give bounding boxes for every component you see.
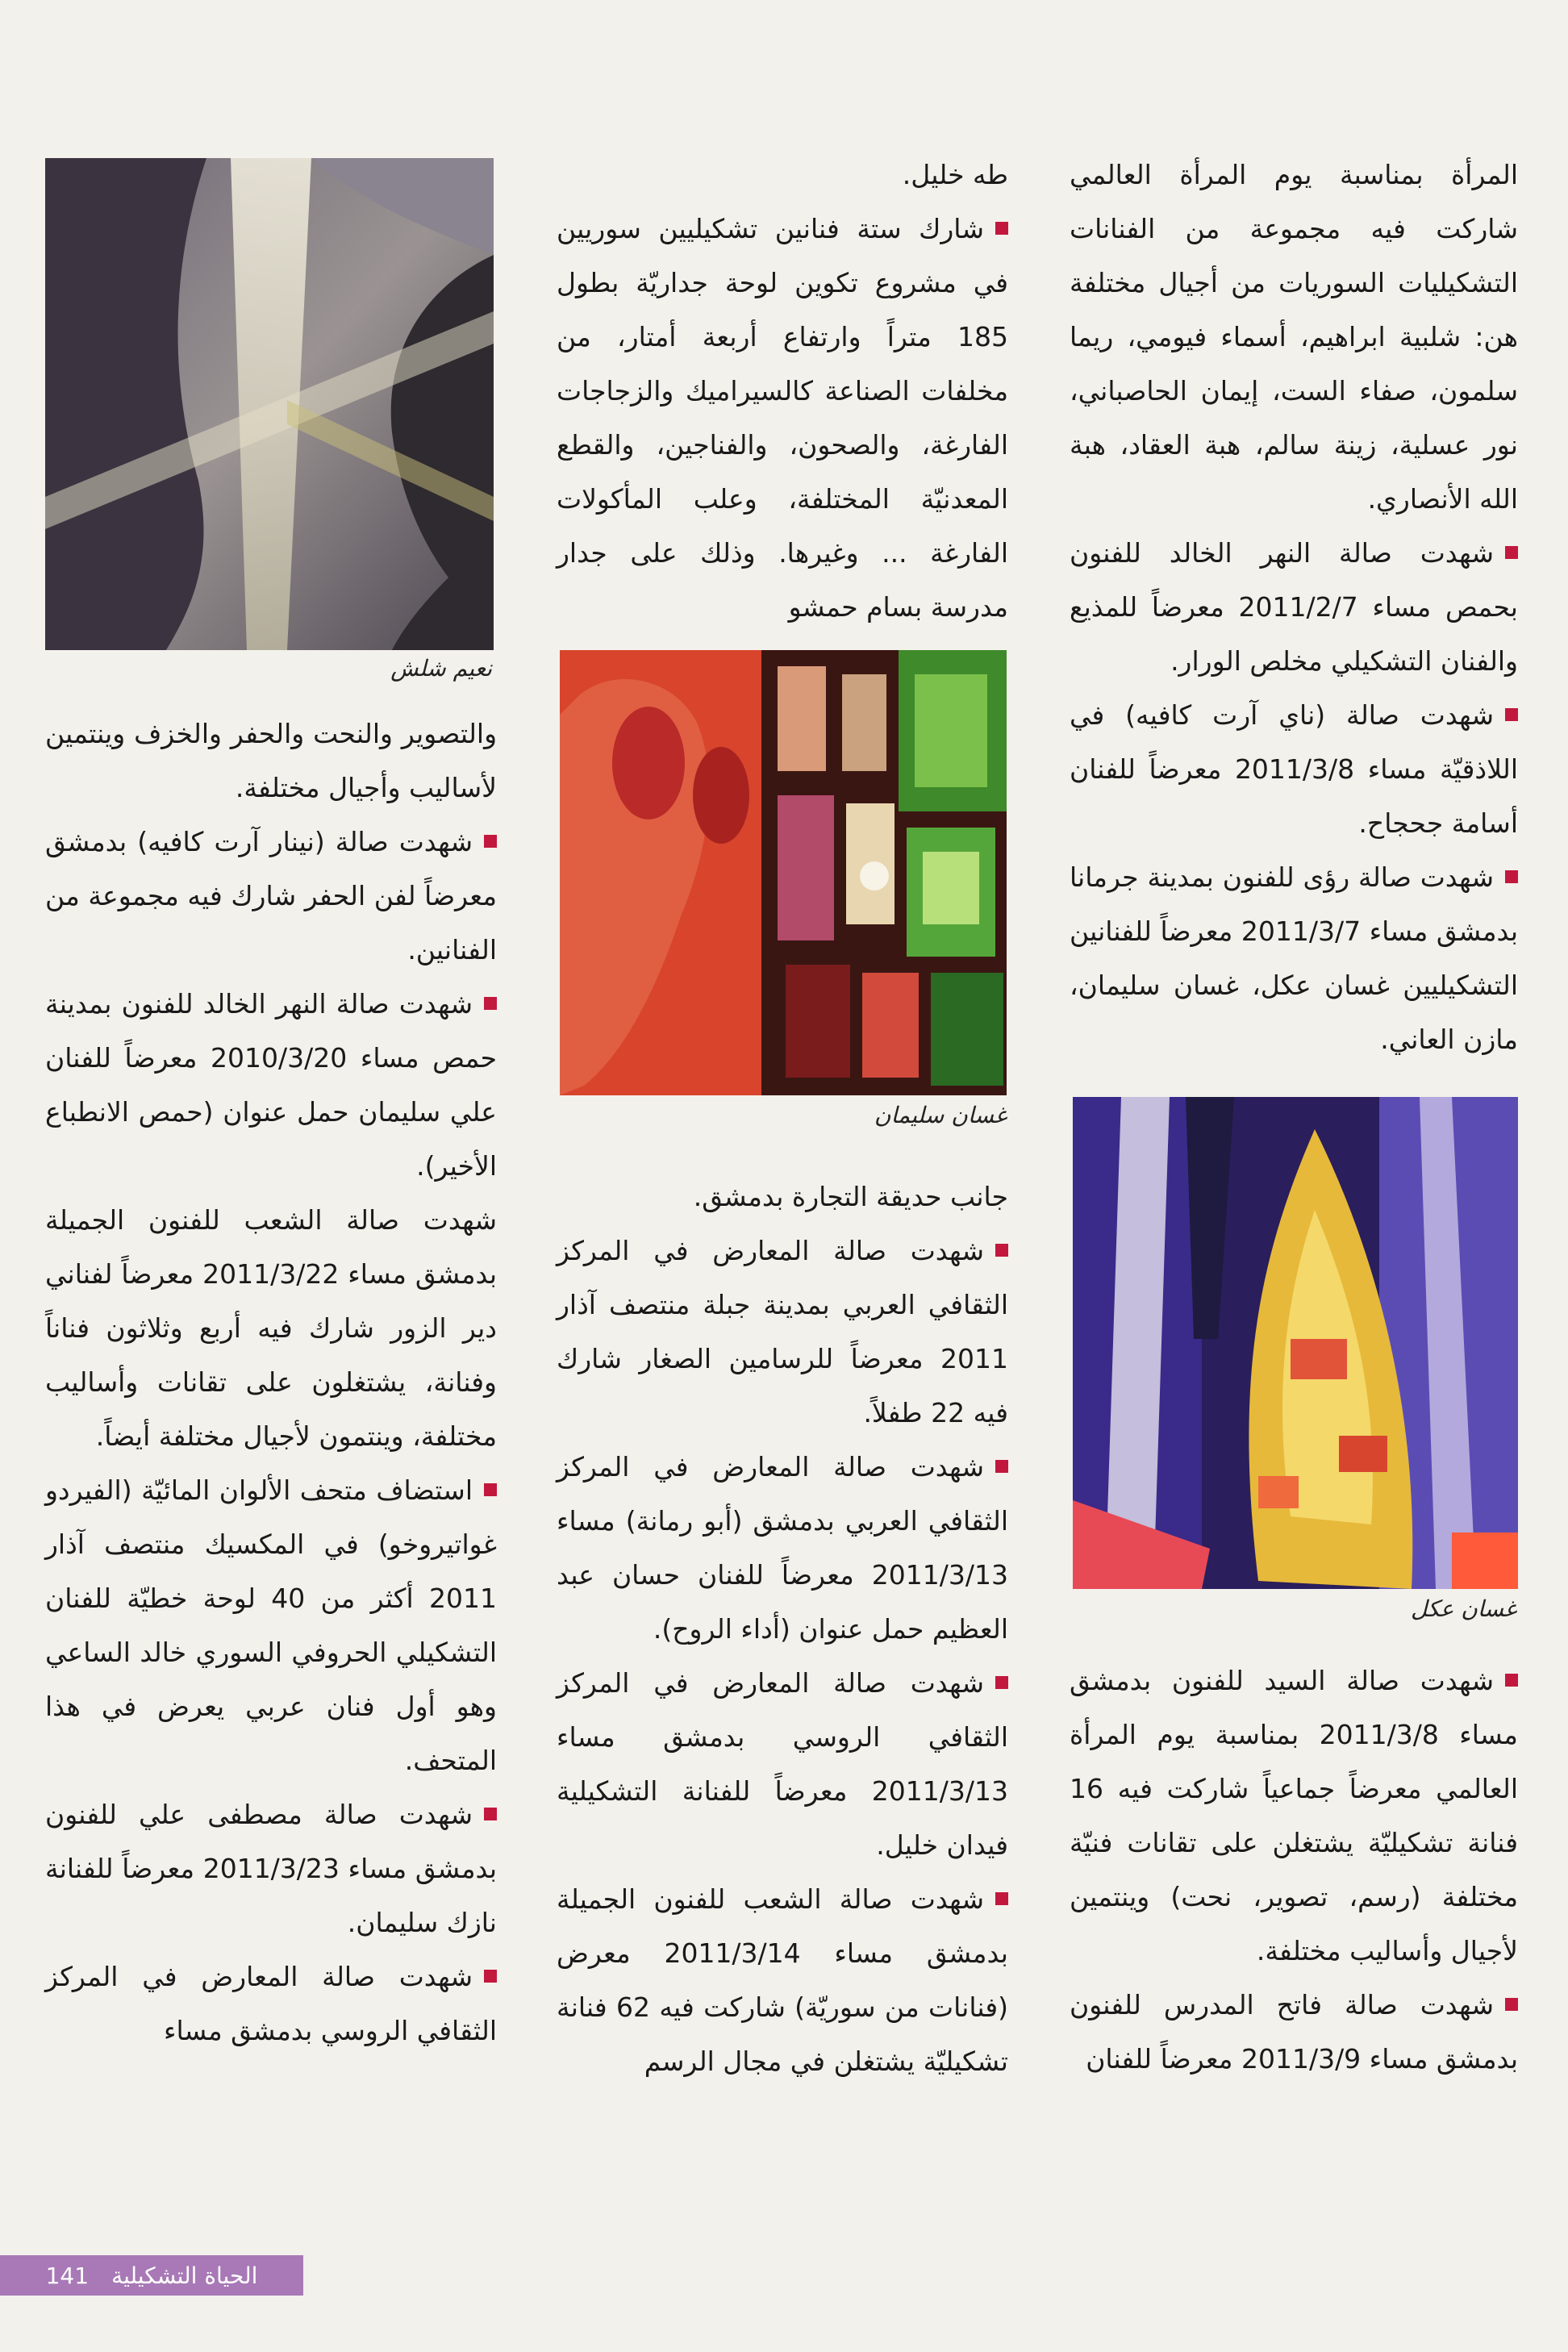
paragraph-text: المرأة بمناسبة يوم المرأة العالمي شاركت فيه مجموعة من الفنانات التشكيليات السوريات من أجيال مختلفة هن: شلبية ابراهيم، أسماء فيومي، ريما سلمون، صفاء الست، إيمان الحاصباني، نور عسلية، زينة سالم، هبة العقاد، هبة الله الأنصاري. (1070, 159, 1518, 515)
column-middle-bottom (557, 1170, 1008, 2088)
bullet-square-icon (995, 1244, 1008, 1257)
news-paragraph (1070, 850, 1518, 1066)
paragraph-text: شهدت صالة الشعب للفنون الجميلة بدمشق مساء 2011/3/14 معرض (فنانات من سوريّة) شاركت فيه 62 فنانة تشكيليّة يشتغلن في مجال الرسم (557, 1883, 1008, 2077)
paragraph-text: شارك ستة فنانين تشكيليين سوريين في مشروع تكوين لوحة جداريّة بطول 185 متراً وارتفاع أربعة أمتار، من مخلفات الصناعة كالسيراميك والزجاجات الفارغة، والصحون، والفناجين، والقطع المعدنيّة المختلفة، وعلب المأكولات الفارغة ... وغيرها. وذلك على جدار مدرسة بسام حمشو (557, 213, 1008, 623)
news-paragraph (45, 977, 497, 1193)
column-right-top (1070, 148, 1518, 1066)
news-paragraph (557, 1656, 1008, 1872)
column-left (45, 707, 497, 2058)
paragraph-text: شهدت صالة المعارض في المركز الثقافي الروسي بدمشق مساء (45, 1961, 497, 2046)
caption-ghassan-akel: غسان عكل (1411, 1595, 1516, 1622)
column-right-bottom (1070, 1653, 1518, 2086)
paragraph-text: استضاف متحف الألوان المائيّة (الفيردو غواتيروخو) في المكسيك منتصف آذار 2011 أكثر من 40 لوحة خطيّة للفنان التشكيلي الحروفي السوري خالد الساعي وهو أول فنان عربي يعرض في هذا المتحف. (45, 1474, 497, 1776)
news-paragraph (45, 1787, 497, 1950)
caption-ghassan-suleiman: غسان سليمان (874, 1102, 1007, 1128)
page-footer (0, 2255, 303, 2296)
bullet-square-icon (484, 997, 497, 1010)
news-paragraph (557, 1224, 1008, 1440)
news-paragraph (557, 148, 1008, 202)
bullet-square-icon (1505, 708, 1518, 721)
bullet-square-icon (484, 1808, 497, 1820)
news-paragraph (45, 815, 497, 977)
caption-naeem-shalash: نعيم شلش (390, 655, 492, 682)
bullet-square-icon (1505, 1674, 1518, 1687)
bullet-square-icon (1505, 870, 1518, 883)
paragraph-text: والتصوير والنحت والحفر والخزف وينتمين لأساليب وأجيال مختلفة. (45, 718, 497, 803)
paragraph-text: شهدت صالة المعارض في المركز الثقافي الروسي بدمشق مساء 2011/3/13 معرضاً للفنانة التشكيلية فيدان خليل. (557, 1667, 1008, 1861)
column-middle-top (557, 148, 1008, 634)
page-number: 141 (45, 2262, 90, 2289)
news-paragraph (557, 202, 1008, 634)
bullet-square-icon (484, 1483, 497, 1496)
bullet-square-icon (484, 835, 497, 848)
news-paragraph (1070, 688, 1518, 850)
news-paragraph (557, 1440, 1008, 1656)
news-paragraph (45, 707, 497, 815)
news-paragraph (557, 1170, 1008, 1224)
bullet-square-icon (1505, 1998, 1518, 2011)
bullet-square-icon (1505, 546, 1518, 559)
painting-ghassan-suleiman (560, 650, 1007, 1095)
bullet-square-icon (995, 1892, 1008, 1905)
paragraph-text: شهدت صالة المعارض في المركز الثقافي العربي بمدينة جبلة منتصف آذار 2011 معرضاً للرسامين الصغار شارك فيه 22 طفلاً. (557, 1235, 1008, 1428)
news-paragraph (557, 1872, 1008, 2088)
paragraph-text: شهدت صالة الشعب للفنون الجميلة بدمشق مساء 2011/3/22 معرضاً لفناني دير الزور شارك فيه أربع وثلاثون فناناً وفنانة، يشتغلون على تقانات وأساليب مختلفة، وينتمون لأجيال مختلفة أيضاً. (45, 1204, 497, 1452)
news-paragraph (45, 1950, 497, 2058)
news-paragraph (45, 1463, 497, 1787)
painting-ghassan-akel (1073, 1097, 1518, 1589)
paragraph-text: شهدت صالة رؤى للفنون بمدينة جرمانا بدمشق مساء 2011/3/7 معرضاً للفنانين التشكيليين غسان عكل، غسان سليمان، مازن العاني. (1070, 861, 1518, 1055)
paragraph-text: شهدت صالة مصطفى علي للفنون بدمشق مساء 2011/3/23 معرضاً للفنانة نازك سليمان. (45, 1799, 498, 1938)
bullet-square-icon (995, 1460, 1008, 1473)
paragraph-text: جانب حديقة التجارة بدمشق. (693, 1181, 1008, 1212)
news-paragraph (1070, 1653, 1518, 1978)
magazine-title: الحياة التشكيلية (111, 2262, 258, 2289)
news-paragraph (45, 1193, 497, 1463)
painting-naeem-shalash (45, 158, 494, 650)
paragraph-text: شهدت صالة (ناي آرت كافيه) في اللاذقيّة مساء 2011/3/8 معرضاً للفنان أسامة جحجاح. (1070, 699, 1519, 839)
paragraph-text: شهدت صالة (نينار آرت كافيه) بدمشق معرضاً لفن الحفر شارك فيه مجموعة من الفنانين. (45, 826, 497, 965)
paragraph-text: شهدت صالة النهر الخالد للفنون بحمص مساء 2011/2/7 معرضاً للمذيع والفنان التشكيلي مخلص الورار. (1070, 537, 1518, 677)
news-paragraph (1070, 148, 1518, 526)
paragraph-text: شهدت صالة النهر الخالد للفنون بمدينة حمص مساء 2010/3/20 معرضاً للفنان علي سليمان حمل عنوان (حمص الانطباع الأخير). (45, 988, 498, 1182)
news-paragraph (1070, 526, 1518, 688)
bullet-square-icon (484, 1970, 497, 1983)
paragraph-text: شهدت صالة السيد للفنون بدمشق مساء 2011/3/8 بمناسبة يوم المرأة العالمي معرضاً جماعياً شاركت فيه 16 فنانة تشكيليّة يشتغلن على تقانات فنيّة مختلفة (رسم، تصوير، نحت) وينتمين لأجيال وأساليب مختلفة. (1070, 1665, 1518, 1966)
news-paragraph (1070, 1978, 1518, 2086)
bullet-square-icon (995, 1676, 1008, 1689)
paragraph-text: طه خليل. (902, 159, 1008, 190)
bullet-square-icon (995, 222, 1008, 235)
paragraph-text: شهدت صالة المعارض في المركز الثقافي العربي بدمشق (أبو رمانة) مساء 2011/3/13 معرضاً للفنان حسان عبد العظيم حمل عنوان (أداء الروح). (557, 1451, 1008, 1645)
paragraph-text: شهدت صالة فاتح المدرس للفنون بدمشق مساء 2011/3/9 معرضاً للفنان (1070, 1989, 1518, 2075)
